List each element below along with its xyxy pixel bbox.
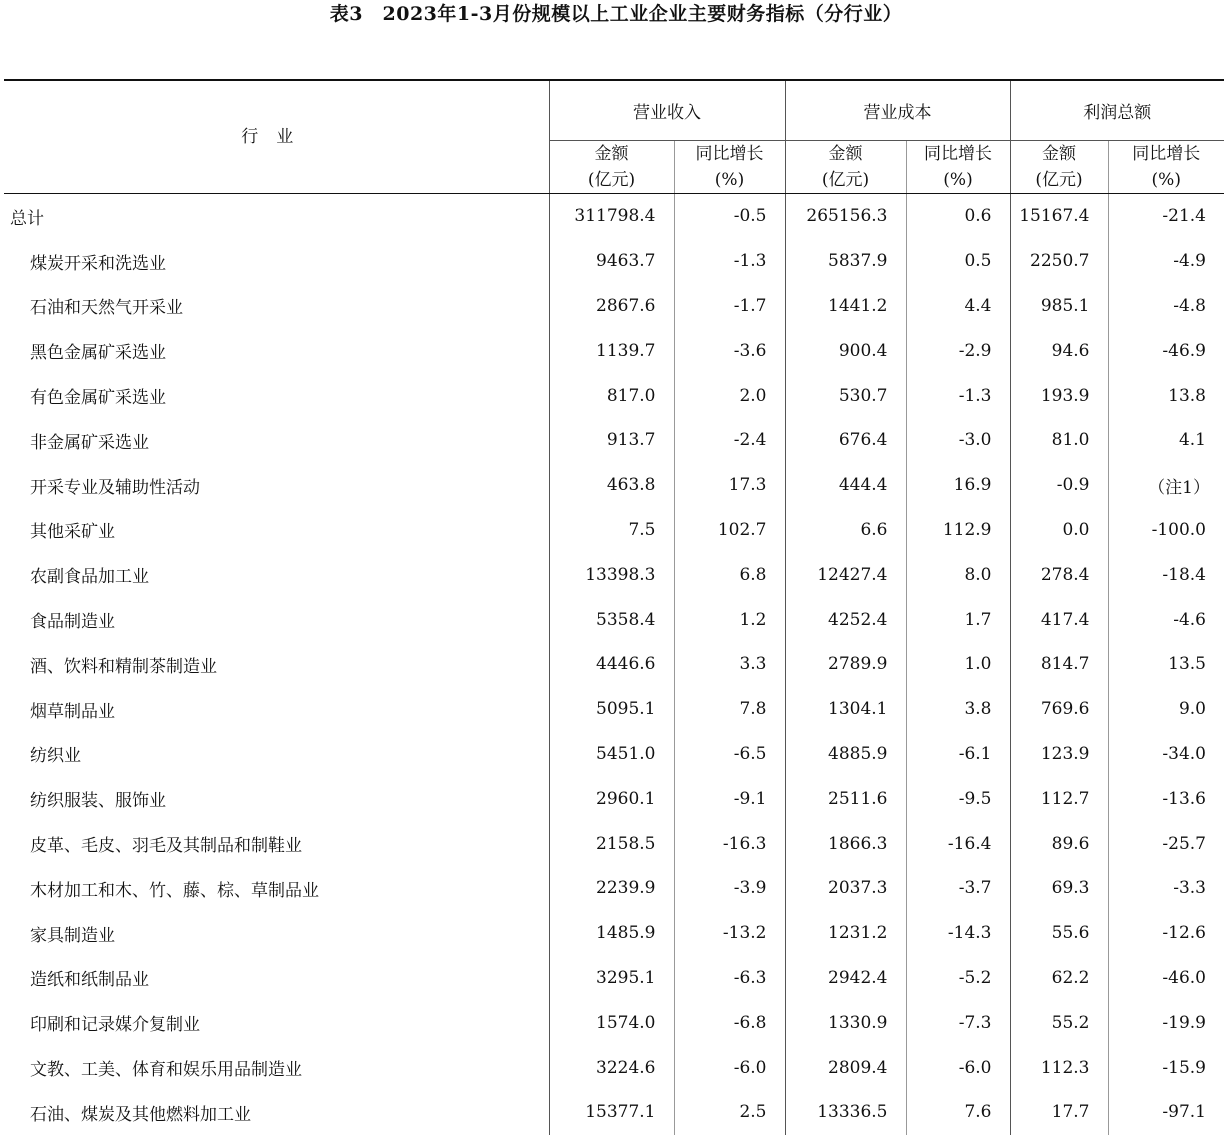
revenue-amount-cell: 1139.7 <box>549 328 674 373</box>
industry-name-cell: 有色金属矿采选业 <box>30 388 166 409</box>
revenue-amount-header: 金额 (亿元) <box>549 141 674 194</box>
cost-growth-cell: 16.9 <box>906 463 1010 508</box>
cost-growth-cell: 1.0 <box>906 642 1010 687</box>
industry-name-cell: 煤炭开采和洗选业 <box>30 253 166 274</box>
profit-growth-cell: -13.6 <box>1108 776 1224 821</box>
table-row <box>4 956 1224 1001</box>
revenue-growth-cell: 17.3 <box>674 463 785 508</box>
industry-name-cell: 总计 <box>10 208 44 229</box>
industry-name-cell: 烟草制品业 <box>30 701 115 722</box>
industry-name-cell: 家具制造业 <box>30 925 115 946</box>
cost-growth-cell: -6.1 <box>906 732 1010 777</box>
cost-amount-cell: 4252.4 <box>785 597 906 642</box>
table-row <box>4 687 1224 732</box>
table-row <box>4 508 1224 553</box>
revenue-amount-cell: 1485.9 <box>549 911 674 956</box>
profit-amount-cell: 15167.4 <box>1010 194 1108 239</box>
industry-name-cell: 皮革、毛皮、羽毛及其制品和制鞋业 <box>30 836 302 857</box>
industry-name-cell: 其他采矿业 <box>30 522 115 543</box>
industry-name-cell: 石油和天然气开采业 <box>30 298 183 319</box>
cost-growth-cell: -2.9 <box>906 328 1010 373</box>
profit-growth-cell: 4.1 <box>1108 418 1224 463</box>
cost-growth-cell: 0.5 <box>906 239 1010 284</box>
industry-name-cell: 纺织服装、服饰业 <box>30 791 166 812</box>
cost-growth-cell: 8.0 <box>906 552 1010 597</box>
table-row <box>4 911 1224 956</box>
cost-amount-header: 金额 (亿元) <box>785 141 906 194</box>
profit-amount-cell: 0.0 <box>1010 508 1108 553</box>
profit-growth-cell: -21.4 <box>1108 194 1224 239</box>
profit-growth-cell: -4.9 <box>1108 239 1224 284</box>
cost-amount-cell: 2789.9 <box>785 642 906 687</box>
cost-growth-cell: -7.3 <box>906 1000 1010 1045</box>
profit-growth-cell: 13.8 <box>1108 373 1224 418</box>
revenue-growth-cell: -9.1 <box>674 776 785 821</box>
profit-amount-cell: 55.2 <box>1010 1000 1108 1045</box>
cost-growth-cell: -9.5 <box>906 776 1010 821</box>
profit-growth-header: 同比增长 (%) <box>1108 141 1224 194</box>
table-row <box>4 642 1224 687</box>
revenue-growth-cell: -0.5 <box>674 194 785 239</box>
revenue-amount-cell: 9463.7 <box>549 239 674 284</box>
revenue-amount-cell: 2239.9 <box>549 866 674 911</box>
profit-amount-cell: 985.1 <box>1010 284 1108 329</box>
cost-growth-cell: -14.3 <box>906 911 1010 956</box>
revenue-growth-cell: -1.7 <box>674 284 785 329</box>
revenue-amount-cell: 2158.5 <box>549 821 674 866</box>
revenue-amount-cell: 5095.1 <box>549 687 674 732</box>
cost-growth-cell: 1.7 <box>906 597 1010 642</box>
revenue-growth-cell: -6.8 <box>674 1000 785 1045</box>
revenue-amount-cell: 3224.6 <box>549 1045 674 1090</box>
profit-amount-cell: 62.2 <box>1010 956 1108 1001</box>
table-row <box>4 597 1224 642</box>
cost-amount-cell: 2809.4 <box>785 1045 906 1090</box>
industry-name-cell: 农副食品加工业 <box>30 567 149 588</box>
cost-amount-cell: 900.4 <box>785 328 906 373</box>
revenue-growth-cell: 3.3 <box>674 642 785 687</box>
profit-amount-cell: 278.4 <box>1010 552 1108 597</box>
revenue-amount-cell: 5358.4 <box>549 597 674 642</box>
table-row <box>4 284 1224 329</box>
revenue-amount-cell: 3295.1 <box>549 956 674 1001</box>
table-row <box>4 194 1224 239</box>
revenue-amount-cell: 13398.3 <box>549 552 674 597</box>
profit-amount-cell: 2250.7 <box>1010 239 1108 284</box>
revenue-growth-cell: 2.5 <box>674 1090 785 1135</box>
revenue-amount-cell: 2867.6 <box>549 284 674 329</box>
financial-indicators-table <box>4 79 1224 1135</box>
revenue-amount-cell: 2960.1 <box>549 776 674 821</box>
table-title: 表3 2023年1-3月份规模以上工业企业主要财务指标（分行业） <box>329 3 903 25</box>
revenue-growth-cell: 7.8 <box>674 687 785 732</box>
cost-growth-cell: 0.6 <box>906 194 1010 239</box>
revenue-growth-cell: -6.5 <box>674 732 785 777</box>
profit-growth-cell: -46.0 <box>1108 956 1224 1001</box>
cost-amount-cell: 676.4 <box>785 418 906 463</box>
industry-name-cell: 石油、煤炭及其他燃料加工业 <box>30 1104 251 1125</box>
cost-growth-cell: 4.4 <box>906 284 1010 329</box>
industry-name-cell: 食品制造业 <box>30 612 115 633</box>
table-header <box>4 80 1224 194</box>
revenue-growth-cell: -1.3 <box>674 239 785 284</box>
industry-name-cell: 非金属矿采选业 <box>30 432 149 453</box>
profit-amount-cell: 81.0 <box>1010 418 1108 463</box>
revenue-amount-cell: 15377.1 <box>549 1090 674 1135</box>
profit-growth-cell: -34.0 <box>1108 732 1224 777</box>
revenue-amount-cell: 817.0 <box>549 373 674 418</box>
cost-amount-cell: 12427.4 <box>785 552 906 597</box>
revenue-growth-cell: 2.0 <box>674 373 785 418</box>
profit-growth-cell: -46.9 <box>1108 328 1224 373</box>
revenue-growth-cell: -13.2 <box>674 911 785 956</box>
profit-amount-cell: 112.7 <box>1010 776 1108 821</box>
profit-amount-cell: 123.9 <box>1010 732 1108 777</box>
table-row <box>4 328 1224 373</box>
revenue-amount-cell: 1574.0 <box>549 1000 674 1045</box>
cost-amount-cell: 1441.2 <box>785 284 906 329</box>
profit-growth-cell: -12.6 <box>1108 911 1224 956</box>
profit-amount-cell: 69.3 <box>1010 866 1108 911</box>
profit-growth-cell: -3.3 <box>1108 866 1224 911</box>
profit-amount-cell: 193.9 <box>1010 373 1108 418</box>
profit-growth-cell: -15.9 <box>1108 1045 1224 1090</box>
profit-growth-cell: -18.4 <box>1108 552 1224 597</box>
profit-growth-cell: -19.9 <box>1108 1000 1224 1045</box>
cost-growth-cell: -3.0 <box>906 418 1010 463</box>
profit-amount-cell: 417.4 <box>1010 597 1108 642</box>
table-row <box>4 463 1224 508</box>
cost-growth-cell: -16.4 <box>906 821 1010 866</box>
revenue-growth-cell: -3.6 <box>674 328 785 373</box>
cost-growth-cell: -1.3 <box>906 373 1010 418</box>
cost-amount-cell: 444.4 <box>785 463 906 508</box>
revenue-growth-cell: -3.9 <box>674 866 785 911</box>
revenue-growth-cell: 6.8 <box>674 552 785 597</box>
profit-amount-cell: 94.6 <box>1010 328 1108 373</box>
revenue-growth-cell: -6.0 <box>674 1045 785 1090</box>
cost-amount-cell: 2942.4 <box>785 956 906 1001</box>
industry-name-cell: 开采专业及辅助性活动 <box>30 477 200 498</box>
cost-growth-cell: -6.0 <box>906 1045 1010 1090</box>
table-row <box>4 1000 1224 1045</box>
revenue-growth-cell: 102.7 <box>674 508 785 553</box>
profit-amount-header: 金额 (亿元) <box>1010 141 1108 194</box>
cost-amount-cell: 1231.2 <box>785 911 906 956</box>
profit-amount-cell: 769.6 <box>1010 687 1108 732</box>
cost-growth-cell: 112.9 <box>906 508 1010 553</box>
profit-growth-cell: 13.5 <box>1108 642 1224 687</box>
cost-amount-cell: 2037.3 <box>785 866 906 911</box>
profit-group-header: 利润总额 <box>1010 80 1224 141</box>
table-row <box>4 821 1224 866</box>
industry-name-cell: 黑色金属矿采选业 <box>30 343 166 364</box>
profit-amount-cell: 17.7 <box>1010 1090 1108 1135</box>
revenue-group-header: 营业收入 <box>549 80 785 141</box>
cost-amount-cell: 4885.9 <box>785 732 906 777</box>
revenue-growth-cell: -2.4 <box>674 418 785 463</box>
table-row <box>4 418 1224 463</box>
table-row <box>4 1090 1224 1135</box>
profit-growth-cell: -4.8 <box>1108 284 1224 329</box>
profit-amount-cell: -0.9 <box>1010 463 1108 508</box>
table-row <box>4 866 1224 911</box>
revenue-amount-cell: 311798.4 <box>549 194 674 239</box>
cost-amount-cell: 1330.9 <box>785 1000 906 1045</box>
profit-growth-cell: -100.0 <box>1108 508 1224 553</box>
profit-growth-cell: -25.7 <box>1108 821 1224 866</box>
profit-amount-cell: 814.7 <box>1010 642 1108 687</box>
profit-growth-cell: -4.6 <box>1108 597 1224 642</box>
revenue-amount-cell: 913.7 <box>549 418 674 463</box>
cost-growth-header: 同比增长 (%) <box>906 141 1010 194</box>
industry-name-cell: 造纸和纸制品业 <box>30 970 149 991</box>
revenue-growth-cell: 1.2 <box>674 597 785 642</box>
cost-amount-cell: 13336.5 <box>785 1090 906 1135</box>
cost-growth-cell: -3.7 <box>906 866 1010 911</box>
revenue-amount-cell: 463.8 <box>549 463 674 508</box>
table-body <box>4 194 1224 1135</box>
profit-growth-cell: 9.0 <box>1108 687 1224 732</box>
profit-amount-cell: 55.6 <box>1010 911 1108 956</box>
industry-name-cell: 木材加工和木、竹、藤、棕、草制品业 <box>30 880 319 901</box>
cost-growth-cell: -5.2 <box>906 956 1010 1001</box>
cost-amount-cell: 5837.9 <box>785 239 906 284</box>
revenue-amount-cell: 7.5 <box>549 508 674 553</box>
cost-amount-cell: 265156.3 <box>785 194 906 239</box>
table-row <box>4 1045 1224 1090</box>
cost-amount-cell: 6.6 <box>785 508 906 553</box>
cost-amount-cell: 1304.1 <box>785 687 906 732</box>
industry-name-cell: 纺织业 <box>30 746 81 767</box>
industry-name-cell: 印刷和记录媒介复制业 <box>30 1015 200 1036</box>
cost-amount-cell: 1866.3 <box>785 821 906 866</box>
industry-name-cell: 文教、工美、体育和娱乐用品制造业 <box>30 1060 302 1081</box>
profit-growth-cell: （注1） <box>1108 463 1224 508</box>
profit-amount-cell: 89.6 <box>1010 821 1108 866</box>
cost-group-header: 营业成本 <box>785 80 1010 141</box>
cost-amount-cell: 530.7 <box>785 373 906 418</box>
revenue-amount-cell: 4446.6 <box>549 642 674 687</box>
table-row <box>4 552 1224 597</box>
industry-name-cell: 酒、饮料和精制茶制造业 <box>30 656 217 677</box>
profit-amount-cell: 112.3 <box>1010 1045 1108 1090</box>
revenue-growth-header: 同比增长 (%) <box>674 141 785 194</box>
revenue-amount-cell: 5451.0 <box>549 732 674 777</box>
revenue-growth-cell: -16.3 <box>674 821 785 866</box>
cost-growth-cell: 7.6 <box>906 1090 1010 1135</box>
industry-column-header: 行业 <box>4 80 549 194</box>
table-row <box>4 732 1224 777</box>
profit-growth-cell: -97.1 <box>1108 1090 1224 1135</box>
table-row <box>4 373 1224 418</box>
table-row <box>4 776 1224 821</box>
revenue-growth-cell: -6.3 <box>674 956 785 1001</box>
table-row <box>4 239 1224 284</box>
cost-growth-cell: 3.8 <box>906 687 1010 732</box>
cost-amount-cell: 2511.6 <box>785 776 906 821</box>
